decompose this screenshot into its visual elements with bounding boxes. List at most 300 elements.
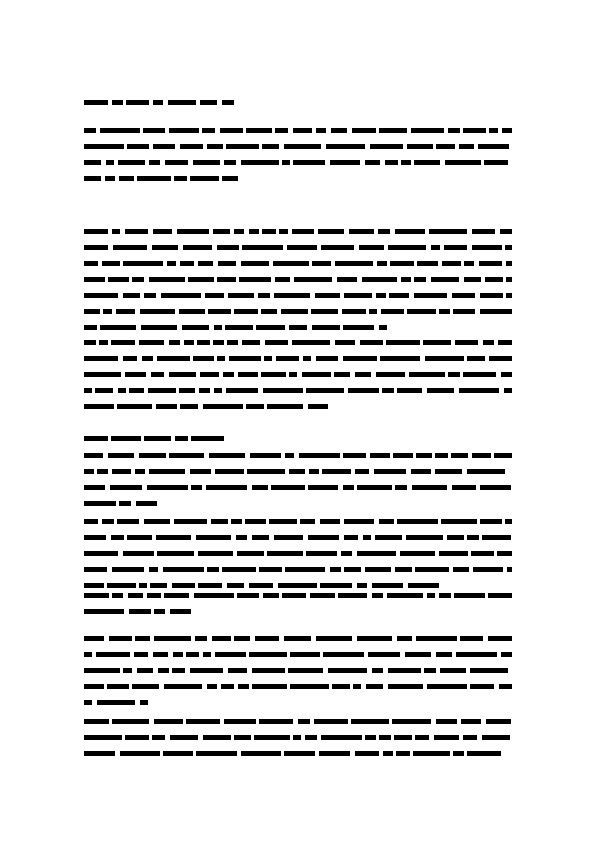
text-word [273, 261, 309, 266]
text-word [137, 668, 153, 673]
text-word [99, 340, 108, 345]
text-word [158, 668, 169, 673]
text-word [411, 469, 431, 474]
paragraph-1 [84, 128, 512, 192]
text-word [379, 735, 391, 740]
text-word [436, 719, 457, 724]
text-word [423, 340, 451, 345]
text-word [188, 277, 214, 282]
text-word [84, 388, 92, 393]
text-word [149, 160, 160, 165]
text-word [100, 325, 136, 330]
text-word [157, 551, 194, 556]
text-word [125, 372, 146, 377]
text-word [440, 668, 466, 673]
text-word [306, 388, 344, 393]
text-word [269, 519, 297, 524]
text-word [319, 751, 350, 756]
text-word [318, 229, 344, 234]
text-word [412, 485, 447, 490]
text-word [505, 519, 512, 524]
text-word [153, 652, 168, 657]
text-word [112, 229, 120, 234]
text-word [381, 309, 404, 314]
text-word [207, 684, 217, 689]
text-word [360, 340, 383, 345]
text-line [84, 144, 512, 149]
text-word [111, 436, 141, 441]
text-word [445, 160, 481, 165]
text-word [229, 356, 261, 361]
text-word [152, 245, 178, 250]
text-word [105, 176, 115, 181]
text-word [151, 372, 164, 377]
text-word [429, 229, 467, 234]
text-line [84, 609, 191, 614]
text-line [84, 700, 148, 705]
text-word [222, 176, 238, 181]
text-word [407, 309, 436, 314]
text-word [84, 340, 96, 345]
text-word [357, 583, 367, 588]
text-word [376, 293, 386, 298]
text-word [200, 100, 217, 105]
text-word [179, 309, 205, 314]
text-word [84, 652, 92, 657]
text-word [427, 684, 467, 689]
text-line [84, 551, 512, 556]
text-word [343, 453, 366, 458]
text-word [279, 229, 288, 234]
text-word [436, 144, 455, 149]
text-word [365, 735, 376, 740]
text-line [84, 388, 512, 393]
text-word [388, 245, 426, 250]
text-word [164, 593, 189, 598]
text-word [132, 684, 159, 689]
text-word [397, 636, 412, 641]
text-word [129, 388, 144, 393]
text-word [247, 469, 285, 474]
text-word [365, 160, 380, 165]
text-word [190, 176, 219, 181]
text-word [152, 735, 165, 740]
text-word [378, 229, 390, 234]
text-word [123, 551, 154, 556]
paragraph-4 [84, 453, 512, 517]
text-word [140, 309, 175, 314]
text-word [447, 535, 464, 540]
text-word [292, 229, 314, 234]
text-word [394, 735, 412, 740]
text-word [236, 535, 247, 540]
text-word [331, 128, 347, 133]
text-word [427, 388, 454, 393]
text-word [460, 636, 483, 641]
text-word [112, 593, 123, 598]
text-word [326, 144, 365, 149]
text-word [310, 593, 335, 598]
text-word [359, 245, 384, 250]
text-word [348, 388, 379, 393]
text-word [177, 229, 209, 234]
text-word [213, 229, 230, 234]
text-word [389, 293, 409, 298]
text-word [343, 356, 377, 361]
text-word [119, 501, 131, 506]
text-word [84, 684, 104, 689]
text-word [223, 372, 234, 377]
text-word [453, 567, 469, 572]
text-word [482, 535, 511, 540]
paragraph-6 [84, 593, 512, 625]
text-word [335, 340, 355, 345]
text-word [222, 100, 234, 105]
text-word [237, 593, 259, 598]
text-word [196, 751, 237, 756]
text-word [435, 453, 448, 458]
text-word [302, 372, 331, 377]
text-word [267, 404, 303, 409]
text-word [199, 388, 210, 393]
text-word [149, 469, 185, 474]
text-word [215, 469, 244, 474]
text-word [84, 277, 105, 282]
text-word [147, 593, 161, 598]
text-word [256, 325, 285, 330]
text-word [239, 277, 271, 282]
text-word [478, 144, 509, 149]
text-word [134, 652, 148, 657]
text-word [123, 293, 140, 298]
text-word [198, 261, 213, 266]
text-word [111, 340, 135, 345]
text-word [84, 404, 114, 409]
text-word [126, 100, 149, 105]
text-word [107, 684, 129, 689]
text-word [234, 309, 258, 314]
text-word [84, 535, 106, 540]
text-word [262, 144, 279, 149]
text-word [169, 340, 180, 345]
text-word [417, 261, 438, 266]
text-word [351, 719, 389, 724]
text-word [337, 277, 357, 282]
text-word [218, 261, 236, 266]
text-word [249, 652, 287, 657]
text-line [84, 293, 512, 298]
text-word [456, 652, 497, 657]
text-word [234, 735, 251, 740]
text-word [125, 735, 149, 740]
text-word [154, 636, 191, 641]
text-word [157, 356, 190, 361]
text-word [413, 751, 450, 756]
text-word [84, 567, 107, 572]
text-word [448, 128, 460, 133]
text-word [363, 535, 371, 540]
text-word [84, 309, 100, 314]
text-word [400, 551, 435, 556]
text-word [386, 340, 420, 345]
text-word [281, 309, 308, 314]
text-word [470, 668, 508, 673]
text-word [407, 144, 433, 149]
text-word [467, 469, 505, 474]
text-word [161, 293, 201, 298]
text-line [84, 535, 512, 540]
text-word [453, 751, 464, 756]
text-word [473, 567, 503, 572]
text-word [488, 636, 512, 641]
text-word [84, 293, 118, 298]
text-word [163, 567, 204, 572]
text-word [409, 372, 445, 377]
text-word [170, 609, 191, 614]
text-word [499, 684, 512, 689]
text-word [164, 684, 202, 689]
text-word [480, 293, 503, 298]
text-word [372, 583, 403, 588]
text-word [128, 593, 143, 598]
text-word [84, 751, 115, 756]
text-word [139, 583, 147, 588]
text-word [489, 128, 498, 133]
text-word [452, 293, 475, 298]
text-word [338, 593, 367, 598]
text-word [246, 404, 264, 409]
text-word [411, 128, 444, 133]
text-word [454, 593, 485, 598]
text-word [293, 128, 312, 133]
text-word [314, 719, 348, 724]
text-word [480, 519, 502, 524]
text-word [405, 652, 431, 657]
text-word [303, 356, 311, 361]
text-word [196, 535, 231, 540]
text-word [262, 229, 276, 234]
paragraph-2 [84, 229, 512, 341]
text-word [234, 229, 244, 234]
text-word [344, 535, 358, 540]
text-word [298, 719, 310, 724]
text-word [284, 751, 315, 756]
text-word [217, 356, 225, 361]
text-word [84, 593, 109, 598]
text-word [84, 100, 108, 105]
text-word [144, 519, 170, 524]
text-word [123, 668, 132, 673]
text-word [108, 277, 129, 282]
text-line [84, 583, 439, 588]
text-word [174, 176, 187, 181]
paragraph-7 [84, 636, 512, 716]
text-word [225, 325, 253, 330]
text-word [316, 356, 338, 361]
text-word [203, 652, 211, 657]
text-word [231, 519, 242, 524]
text-word [357, 636, 392, 641]
text-word [311, 309, 338, 314]
text-word [322, 469, 351, 474]
text-word [102, 519, 114, 524]
text-word [139, 340, 164, 345]
text-word [228, 293, 254, 298]
text-word [316, 128, 326, 133]
text-word [288, 668, 323, 673]
text-word [135, 469, 145, 474]
text-word [255, 636, 279, 641]
text-word [227, 583, 244, 588]
text-word [207, 144, 223, 149]
text-word [261, 372, 286, 377]
text-word [299, 453, 340, 458]
text-word [461, 719, 481, 724]
text-word [390, 261, 414, 266]
text-word [480, 309, 512, 314]
text-word [148, 388, 176, 393]
text-word [451, 453, 468, 458]
text-word [184, 340, 194, 345]
text-word [366, 684, 383, 689]
text-word [84, 436, 108, 441]
text-word [116, 309, 135, 314]
text-word [242, 340, 260, 345]
text-word [264, 356, 272, 361]
text-line [84, 593, 512, 598]
text-word [226, 388, 258, 393]
text-word [484, 160, 508, 165]
text-word [369, 309, 377, 314]
text-word [320, 519, 340, 524]
text-word [97, 700, 135, 705]
text-word [507, 567, 512, 572]
text-word [261, 309, 277, 314]
text-word [213, 340, 224, 345]
text-word [388, 684, 423, 689]
text-word [379, 519, 394, 524]
text-word [103, 309, 112, 314]
text-line [84, 176, 238, 181]
text-word [439, 309, 450, 314]
text-word [226, 144, 259, 149]
text-word [211, 519, 228, 524]
text-word [342, 309, 366, 314]
text-word [506, 277, 512, 282]
text-word [365, 567, 391, 572]
text-word [259, 719, 293, 724]
text-line [84, 372, 512, 377]
text-word [208, 309, 231, 314]
text-word [309, 469, 319, 474]
text-word [372, 668, 383, 673]
text-word [224, 160, 236, 165]
text-word [472, 229, 495, 234]
text-word [212, 636, 231, 641]
text-word [180, 404, 198, 409]
text-word [111, 535, 124, 540]
text-word [357, 551, 396, 556]
text-word [198, 551, 233, 556]
text-word [395, 485, 407, 490]
text-word [470, 684, 494, 689]
text-word [502, 128, 512, 133]
text-word [344, 519, 374, 524]
text-word [330, 567, 341, 572]
text-word [463, 735, 477, 740]
text-word [137, 176, 171, 181]
text-word [241, 751, 281, 756]
text-line [84, 309, 512, 314]
text-word [186, 719, 220, 724]
text-word [84, 372, 121, 377]
text-word [292, 340, 330, 345]
text-word [207, 567, 219, 572]
text-word [84, 144, 124, 149]
text-word [341, 551, 352, 556]
title-line [84, 100, 234, 105]
text-word [118, 160, 145, 165]
text-word [472, 245, 502, 250]
text-line [84, 485, 512, 490]
text-word [321, 245, 354, 250]
text-word [501, 652, 512, 657]
text-word [84, 245, 108, 250]
text-word [372, 593, 383, 598]
text-word [415, 567, 449, 572]
text-word [175, 436, 188, 441]
text-word [106, 160, 114, 165]
text-word [395, 567, 412, 572]
text-word [195, 636, 207, 641]
text-word [97, 469, 108, 474]
text-word [150, 583, 167, 588]
text-word [113, 245, 147, 250]
text-line [84, 160, 512, 165]
text-word [401, 160, 411, 165]
text-word [315, 293, 340, 298]
text-word [467, 751, 501, 756]
text-word [193, 160, 220, 165]
text-word [217, 245, 239, 250]
text-word [414, 277, 426, 282]
text-word [452, 485, 476, 490]
text-word [156, 535, 191, 540]
text-word [165, 160, 188, 165]
text-word [330, 160, 360, 165]
text-line [84, 501, 157, 506]
text-word [289, 469, 305, 474]
text-word [498, 340, 512, 345]
text-word [353, 684, 361, 689]
text-word [259, 567, 282, 572]
paragraph-5 [84, 519, 512, 599]
text-word [202, 128, 215, 133]
text-word [241, 261, 269, 266]
text-word [464, 277, 481, 282]
text-word [397, 519, 438, 524]
text-word [293, 735, 301, 740]
text-word [214, 388, 222, 393]
text-word [441, 519, 477, 524]
text-word [84, 469, 94, 474]
text-word [84, 261, 98, 266]
text-word [380, 356, 420, 361]
text-word [123, 261, 163, 266]
text-line [84, 719, 512, 724]
text-word [84, 735, 122, 740]
text-word [424, 668, 436, 673]
